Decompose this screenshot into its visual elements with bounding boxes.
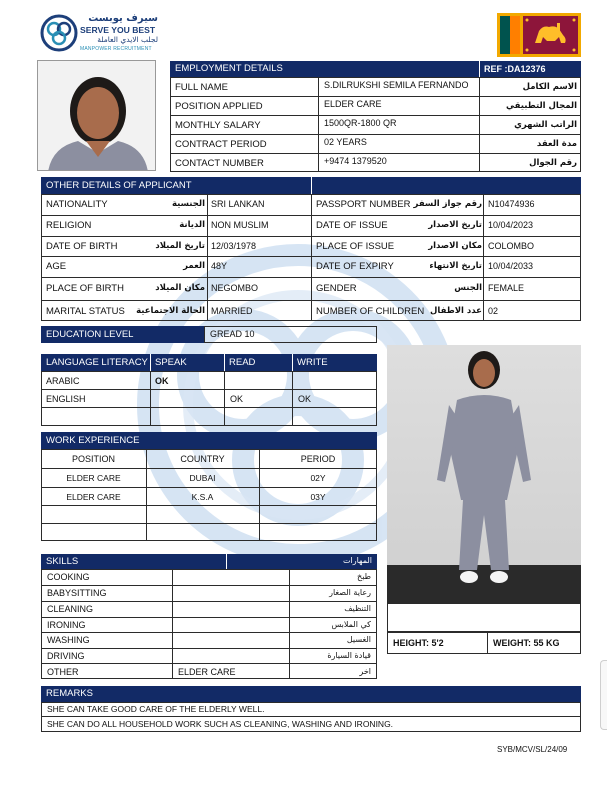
label-place-of-issue: PLACE OF ISSUE [316,241,395,252]
height-value: HEIGHT: 5'2 [393,638,444,648]
language-col-read: READ [229,357,256,368]
label-marital-status: MARITAL STATUS [46,306,125,317]
language-col-write: WRITE [297,357,328,368]
other-details-title: OTHER DETAILS OF APPLICANT [46,179,192,191]
page-edge-shadow [600,660,607,730]
arabic-position-applied: المجال التطبيقي [506,101,577,111]
value-position-applied: ELDER CARE [324,99,382,109]
arabic-monthly-salary: الراتب الشهري [514,120,577,130]
education-level-text: EDUCATION LEVEL [46,328,134,340]
value-gender: FEMALE [488,283,525,293]
language-arabic-speak: OK [155,376,169,386]
arabic-passport-number: رقم جواز السفر [413,199,482,209]
skills-title-arabic: المهارات [342,556,372,565]
skill-washing-arabic: الغسيل [346,635,371,644]
arabic-contract-period: مدة العقد [536,139,577,149]
label-religion: RELIGION [46,220,92,231]
value-date-of-issue: 10/04/2023 [488,220,534,230]
language-col-speak: SPEAK [155,357,187,368]
value-contract-period: 02 YEARS [324,137,367,147]
arabic-marital-status: الحالة الاجتماعية [136,306,205,316]
language-literacy-header [41,354,377,371]
arabic-date-of-expiry: تاريخ الانتهاء [429,261,482,271]
label-date-of-expiry: DATE OF EXPIRY [316,261,394,272]
arabic-date-of-birth: تاريخ الميلاد [155,241,205,251]
skill-cleaning: CLEANING [47,604,94,614]
work-col-period: PERIOD [300,454,336,464]
value-religion: NON MUSLIM [211,220,269,230]
employment-details-title: EMPLOYMENT DETAILS [175,63,283,75]
applicant-full-body-photo [387,345,581,604]
arabic-place-of-issue: مكان الاصدار [428,241,482,251]
work-experience-title: WORK EXPERIENCE [46,434,140,446]
label-monthly-salary: MONTHLY SALARY [175,120,261,131]
sri-lanka-flag-icon [497,13,581,57]
label-date-of-issue: DATE OF ISSUE [316,220,388,231]
logo-emblem-icon [40,14,78,52]
value-date-of-birth: 12/03/1978 [211,241,257,251]
skill-ironing: IRONING [47,620,86,630]
value-date-of-expiry: 10/04/2033 [488,261,534,271]
arabic-date-of-issue: تاريخ الاصدار [428,220,482,230]
skills-title: SKILLS [46,555,79,567]
work-row-1-period: 02Y [310,473,326,483]
label-contract-period: CONTRACT PERIOD [175,139,267,150]
label-passport-number: PASSPORT NUMBER [316,199,411,210]
language-english-write: OK [298,394,312,404]
value-passport-number: N10474936 [488,199,535,209]
skill-cooking-arabic: طبخ [357,572,371,581]
skill-other-value: ELDER CARE [178,667,236,677]
remark-line-1: SHE CAN TAKE GOOD CARE OF THE ELDERLY WELL. [47,704,265,714]
label-date-of-birth: DATE OF BIRTH [46,241,118,252]
remark-line-2: SHE CAN DO ALL HOUSEHOLD WORK SUCH AS CLEANING, WASHING AND IRONING. [47,719,394,729]
skill-washing: WASHING [47,635,90,645]
label-number-of-children: NUMBER OF CHILDREN [316,306,425,317]
skill-other-arabic: اخر [359,667,371,676]
weight-value: WEIGHT: 55 KG [493,638,560,648]
logo-tagline: MANPOWER RECRUITMENT [80,46,152,52]
work-row-2-position: ELDER CARE [66,492,121,502]
label-gender: GENDER [316,283,357,294]
value-monthly-salary: 1500QR-1800 QR [324,118,397,128]
label-age: AGE [46,261,67,272]
skill-cooking: COOKING [47,572,90,582]
logo-name: SERVE YOU BEST [80,25,156,35]
education-level-value: GREAD 10 [210,329,255,339]
remarks-header [41,686,581,702]
education-level-label [41,326,204,343]
arabic-age: العمر [183,261,205,271]
logo-arabic-name: سيرف يوبست [88,13,158,24]
label-place-of-birth: PLACE OF BIRTH [46,283,124,294]
photo-frame-lower [387,604,581,632]
arabic-gender: الجنس [454,283,482,293]
skill-other: OTHER [47,667,79,677]
language-col-language: LANGUAGE LITERACY [46,357,148,368]
label-contact-number: CONTACT NUMBER [175,158,264,169]
value-contact-number: +9474 1379520 [324,156,387,166]
arabic-nationality: الجنسية [172,199,205,209]
work-row-1-country: DUBAI [189,473,216,483]
work-row-2-period: 03Y [310,492,326,502]
arabic-full-name: الاسم الكامل [522,82,577,92]
value-place-of-issue: COLOMBO [488,241,535,251]
label-nationality: NATIONALITY [46,199,108,210]
skill-driving-arabic: قيادة السيارة [327,651,371,660]
skill-driving: DRIVING [47,651,85,661]
value-age: 48Y [211,261,228,271]
value-full-name: S.DILRUKSHI SEMILA FERNANDO [324,80,469,90]
skill-babysitting-arabic: رعاية الصغار [329,588,371,597]
work-experience-header [41,432,377,449]
language-arabic: ARABIC [46,376,80,386]
value-nationality: SRI LANKAN [211,199,265,209]
skill-babysitting: BABYSITTING [47,588,107,598]
arabic-religion: الديانة [179,220,205,230]
language-english: ENGLISH [46,394,86,404]
skill-ironing-arabic: كي الملابس [331,620,371,629]
remarks-title: REMARKS [46,688,93,700]
skill-cleaning-arabic: التنظيف [344,604,371,613]
value-marital-status: MARRIED [211,306,253,316]
logo-arabic-sub: لجلب الايدي العاملة [97,35,158,44]
language-literacy-table [41,371,377,426]
arabic-place-of-birth: مكان الميلاد [155,283,205,293]
work-col-country: COUNTRY [180,454,225,464]
work-col-position: POSITION [71,454,115,464]
work-row-2-country: K.S.A [191,492,214,502]
label-position-applied: POSITION APPLIED [175,101,263,112]
footer-document-code: SYB/MCV/SL/24/09 [497,745,568,754]
value-place-of-birth: NEGOMBO [211,283,259,293]
language-english-read: OK [230,394,244,404]
company-logo [40,12,160,56]
arabic-number-of-children: عدد الاطفال [430,306,482,316]
arabic-contact-number: رقم الجوال [529,158,577,168]
value-number-of-children: 02 [488,306,499,316]
label-full-name: FULL NAME [175,82,228,93]
reference-number: REF :DA12376 [484,64,546,74]
applicant-portrait-photo [37,60,156,171]
work-row-1-position: ELDER CARE [66,473,121,483]
